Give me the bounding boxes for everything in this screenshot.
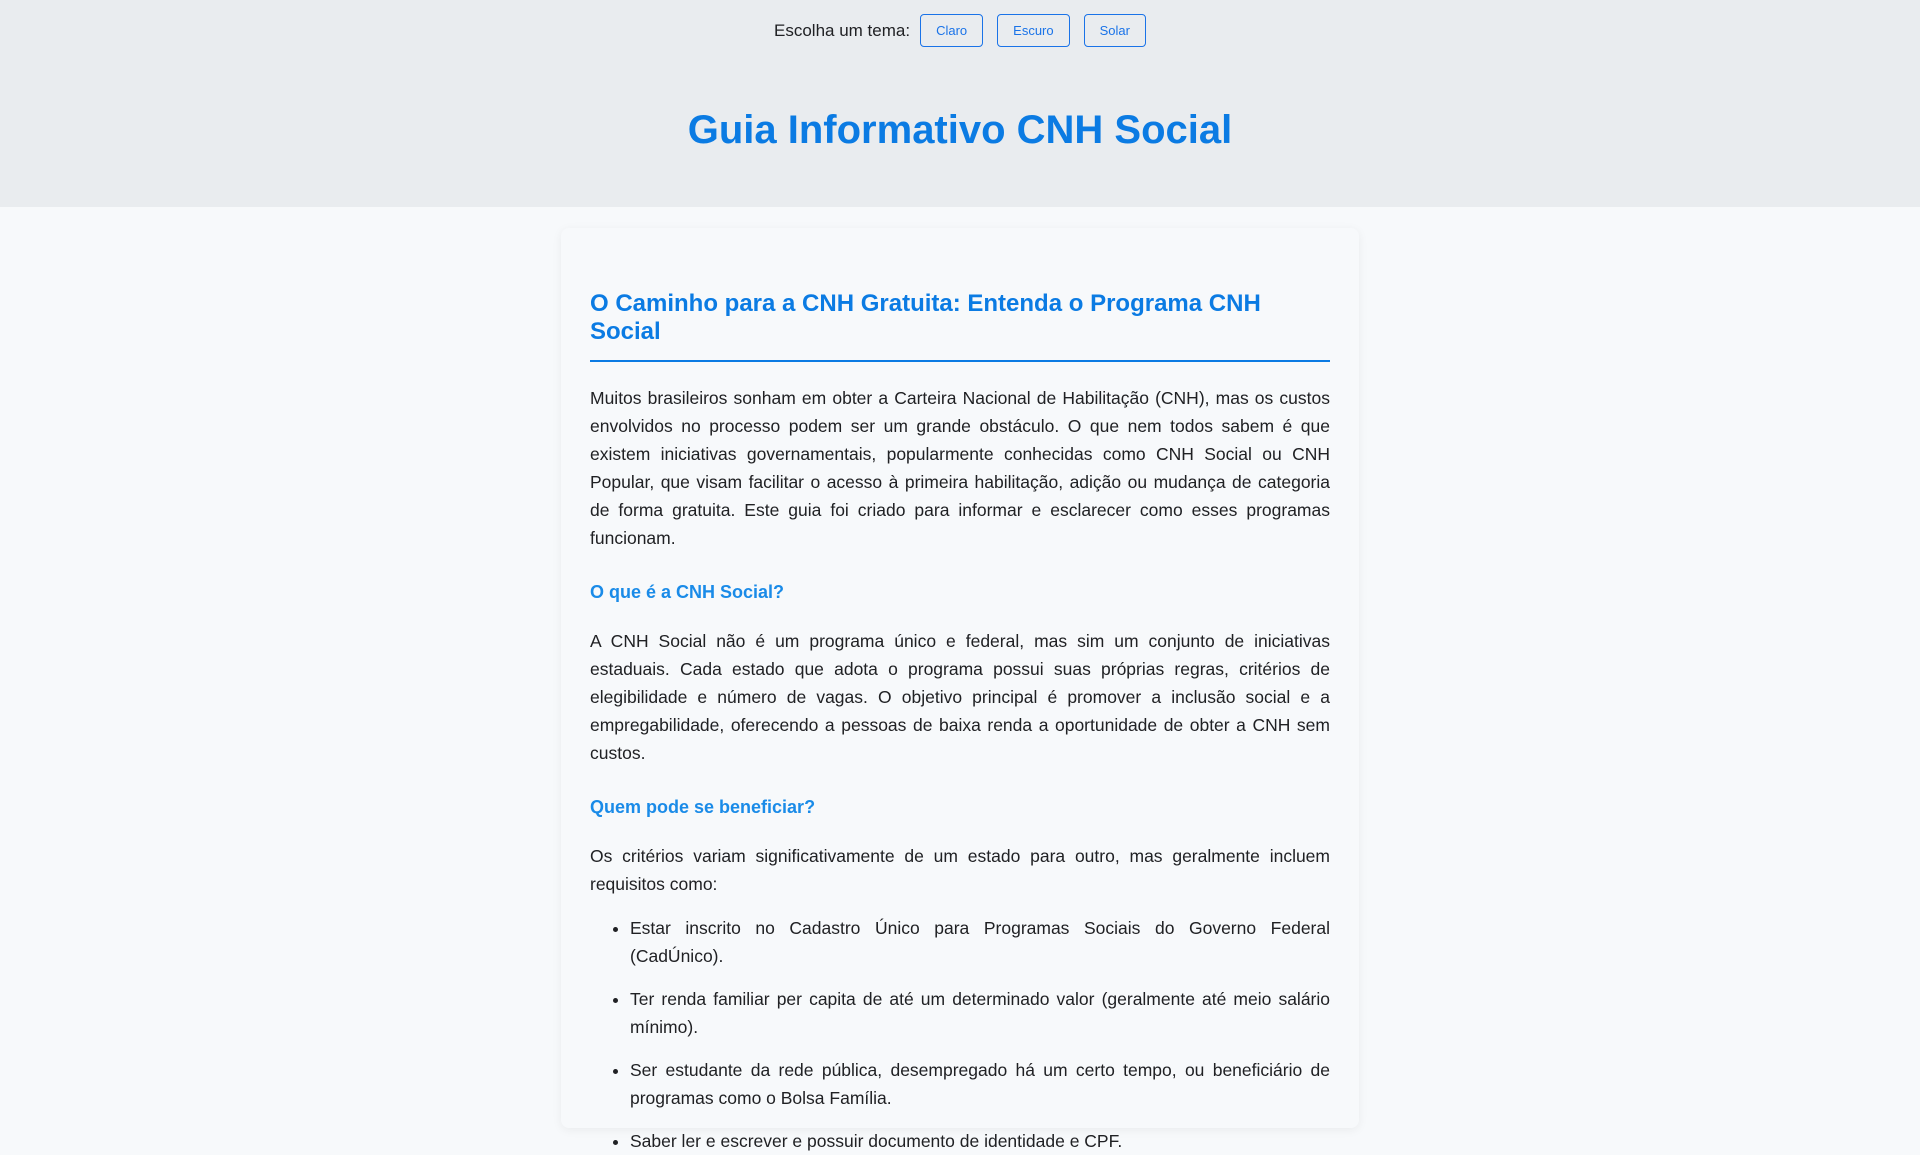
list-item: • Ser estudante da rede pública, desempregado há um certo tempo, ou beneficiário de programas como o Bolsa Família. (630, 1056, 1330, 1112)
article-title: O Caminho para a CNH Gratuita: Entenda o Programa CNH Social (590, 290, 1330, 362)
article-card (561, 228, 1359, 1151)
list-item: • Saber ler e escrever e possuir documento de identidade e CPF. (630, 1127, 1330, 1155)
list-item: • Ter renda familiar per capita de até um determinado valor (geralmente até meio salário mínimo). (630, 985, 1330, 1041)
page-header (0, 0, 1920, 207)
theme-switcher (0, 14, 1920, 47)
list-item: • Estar inscrito no Cadastro Único para Programas Sociais do Governo Federal (CadÚnico). (630, 914, 1330, 970)
section-heading-what-is: O que é a CNH Social? (590, 582, 785, 602)
intro-paragraph: Muitos brasileiros sonham em obter a Carteira Nacional de Habilitação (CNH), mas os custos envolvidos no processo podem ser um grande obstáculo. O que nem todos sabem é que existem iniciativas governamentais, popularmente conhecidas como CNH Social ou CNH Popular, que visam facilitar o acesso à primeira habilitação, adição ou mudança de categoria de forma gratuita. Este guia foi criado para informar e esclarecer como esses programas funcionam. (590, 388, 1330, 548)
theme-solar-button[interactable]: Solar (1084, 14, 1146, 47)
section-paragraph-who-benefits: Os critérios variam significativamente de um estado para outro, mas geralmente incluem requisitos como: (590, 846, 1330, 894)
section-heading-who-benefits: Quem pode se beneficiar? (590, 797, 816, 817)
criteria-list (590, 914, 1330, 1155)
section-paragraph-what-is: A CNH Social não é um programa único e federal, mas sim um conjunto de iniciativas estaduais. Cada estado que adota o programa possui suas próprias regras, critérios de elegibilidade e número de vagas. O objetivo principal é promover a inclusão social e a empregabilidade, oferecendo a pessoas de baixa renda a oportunidade de obter a CNH sem custos. (590, 631, 1330, 763)
theme-light-button[interactable]: Claro (920, 14, 983, 47)
page-title: Guia Informativo CNH Social (687, 108, 1233, 152)
theme-label: Escolha um tema: (774, 20, 911, 40)
theme-dark-button[interactable]: Escuro (997, 14, 1069, 47)
